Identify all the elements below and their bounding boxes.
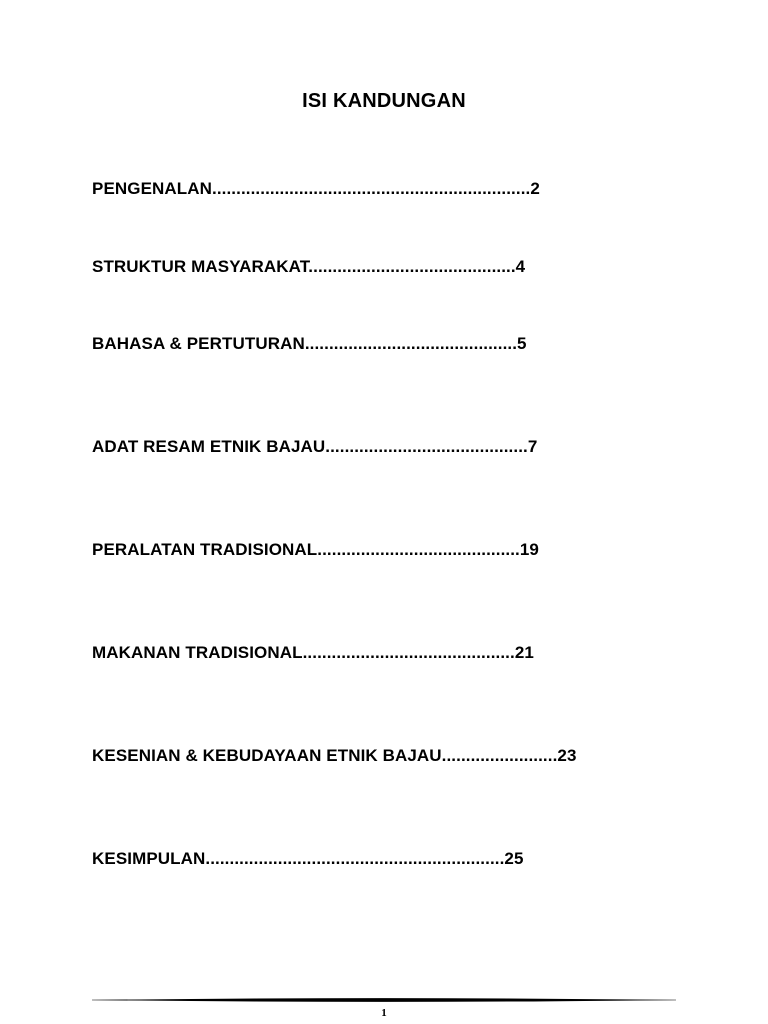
toc-entry-peralatan-tradisional: PERALATAN TRADISIONAL..........................................19 — [92, 540, 539, 559]
toc-entry-kesimpulan: KESIMPULAN..............................................................25 — [92, 849, 524, 868]
page-title: ISI KANDUNGAN — [302, 90, 466, 112]
toc-entry-kesenian-kebudayaan: KESENIAN & KEBUDAYAAN ETNIK BAJAU........................23 — [92, 746, 577, 765]
toc-entry-struktur-masyarakat: STRUKTUR MASYARAKAT...........................................4 — [92, 257, 526, 276]
footer-divider — [92, 994, 676, 1006]
toc-entry-makanan-tradisional: MAKANAN TRADISIONAL............................................21 — [92, 643, 534, 662]
toc-entry-pengenalan: PENGENALAN..................................................................2 — [92, 179, 540, 198]
toc-entry-adat-resam: ADAT RESAM ETNIK BAJAU..........................................7 — [92, 437, 538, 456]
toc-entry-bahasa-pertuturan: BAHASA & PERTUTURAN............................................5 — [92, 334, 527, 353]
page-number: 1 — [381, 1007, 387, 1019]
